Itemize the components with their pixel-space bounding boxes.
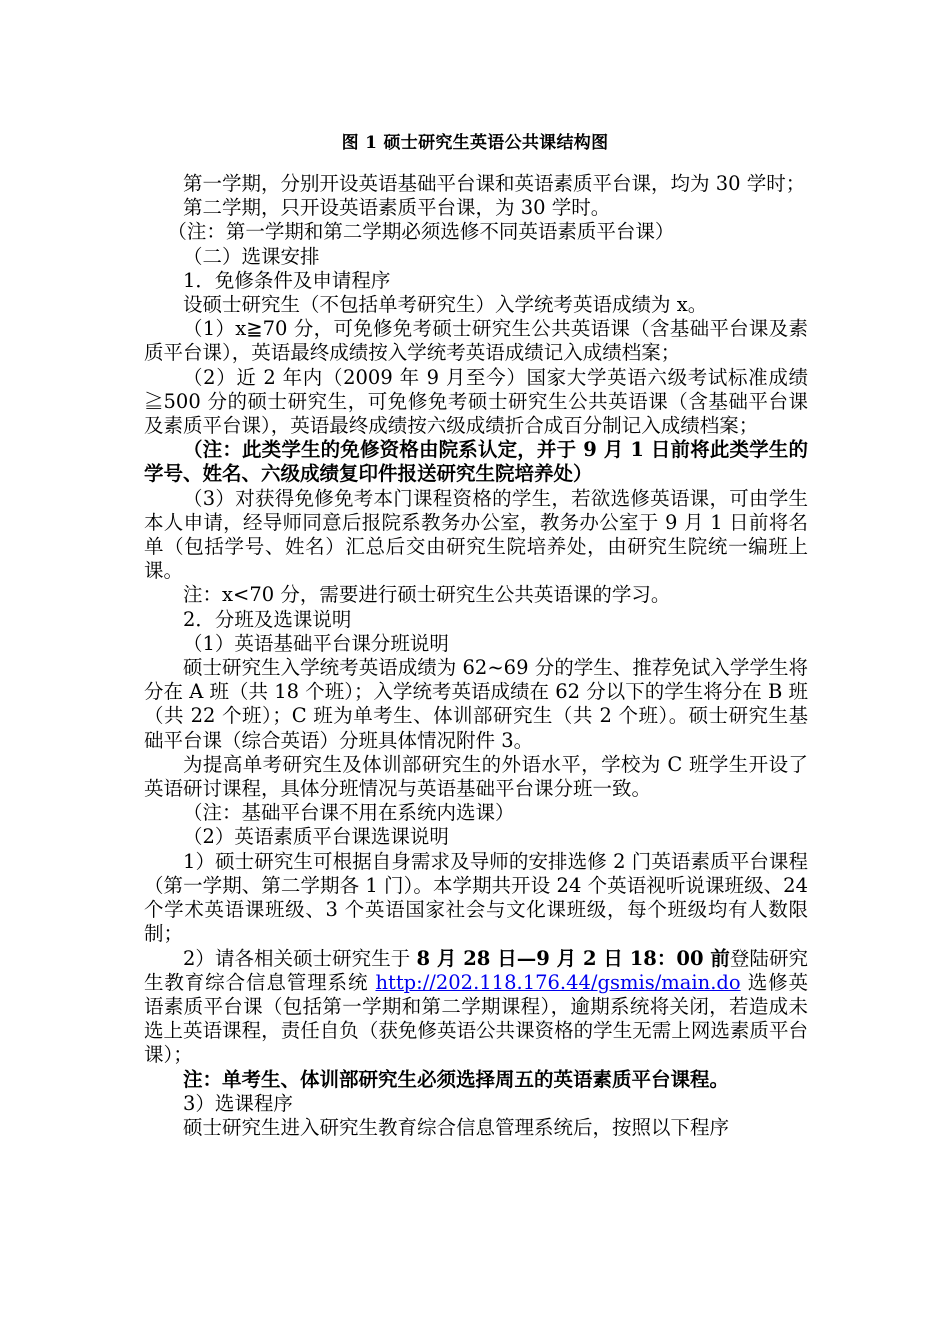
paragraph-score-note: 注：x<70 分，需要进行硕士研究生公共英语课的学习。 [183,583,671,607]
rule-2-tail: 选修英语素质平台课（包括第一学期和第二学期课程），逾期系统将关闭，若造成未选上英语课程，责任自负（获免修英语公共课资格的学生无需上网选素质平台课）； [144,970,809,1067]
subsection-heading-quality-platform: （2）英语素质平台课选课说明 [183,825,449,849]
paragraph-quality-platform-rule-1: 1）硕士研究生可根据自身需求及导师的安排选修 2 门英语素质平台课程（第一学期、第二学期各 1 门）。本学期共开设 24 个英语视听说课班级、24 个学术英语课班级、3 个英语国家社会与文化课班级，每个班级均有人数限制； [144,849,808,946]
paragraph-basic-platform-note: （注：基础平台课不用在系统内选课） [183,801,515,825]
paragraph-semester-two: 第二学期，只开设英语素质平台课，为 30 学时。 [183,196,611,220]
paragraph-exemption-rule-1: （1）x≧70 分，可免修免考硕士研究生公共英语课（含基础平台课及素质平台课），英语最终成绩按入学统考英语成绩记入成绩档案； [144,317,808,365]
document-body [144,172,808,1140]
subsection-heading-class-assignment: 2．分班及选课说明 [183,607,352,631]
paragraph-exemption-rule-3: （3）对获得免修免考本门课程资格的学生，若欲选修英语课，可由学生本人申请，经导师同意后报院系教务办公室，教务办公室于 9 月 1 日前将名单（包括学号、姓名）汇总后交由研究生院培养处，由研究生院统一编班上课。 [144,486,808,583]
rule-2-lead: 2）请各相关硕士研究生于 [183,946,417,970]
paragraph-seminar-course: 为提高单考研究生及体训部研究生的外语水平，学校为 C 班学生开设了英语研讨课程，具体分班情况与英语基础平台课分班一致。 [144,752,808,801]
gsmis-system-link[interactable]: http://202.118.176.44/gsmis/main.do [375,970,741,994]
rule-2-system: 登陆研究生教育综合信息管理系统 [144,946,808,994]
paragraph-exemption-rule-2: （2）近 2 年内（2009 年 9 月至今）国家大学英语六级考试标准成绩≧500 分的硕士研究生，可免修免考硕士研究生公共英语课（含基础平台课及素质平台课），英语最终成绩按六级成绩折合成百分制记入成绩档案； [144,365,808,438]
paragraph-quality-platform-rule-2 [144,947,808,1068]
paragraph-exemption-note: （注：此类学生的免修资格由院系认定，并于 9 月 1 日前将此类学生的学号、姓名、六级成绩复印件报送研究生院培养处） [144,438,808,486]
paragraph-note-semesters: （注：第一学期和第二学期必须选修不同英语素质平台课） [167,220,675,244]
paragraph-score-definition: 设硕士研究生（不包括单考研究生）入学统考英语成绩为 x。 [183,293,708,317]
paragraph-semester-one: 第一学期，分别开设英语基础平台课和英语素质平台课，均为 30 学时； [183,172,806,195]
paragraph-procedure: 硕士研究生进入研究生教育综合信息管理系统后，按照以下程序 [183,1115,730,1139]
figure-caption: 图 1 硕士研究生英语公共课结构图 [341,133,609,153]
subsection-heading-exemption: 1．免修条件及申请程序 [183,268,391,292]
selection-deadline: 8 月 28 日—9 月 2 日 18：00 前 [416,946,730,970]
subsection-heading-basic-platform: （1）英语基础平台课分班说明 [183,631,449,655]
section-heading-course-selection: （二）选课安排 [183,244,320,268]
subsection-heading-procedure: 3）选课程序 [183,1091,293,1115]
paragraph-class-assignment: 硕士研究生入学统考英语成绩为 62~69 分的学生、推荐免试入学学生将分在 A 班（共 18 个班）；入学统考英语成绩在 62 分以下的学生将分在 B 班（共 22 个班）；C 班为单考生、体训部研究生（共 2 个班）。硕士研究生基础平台课（综合英语）分班具体情况附件 3。 [144,656,808,752]
paragraph-friday-note: 注：单考生、体训部研究生必须选择周五的英语素质平台课程。 [183,1067,730,1091]
